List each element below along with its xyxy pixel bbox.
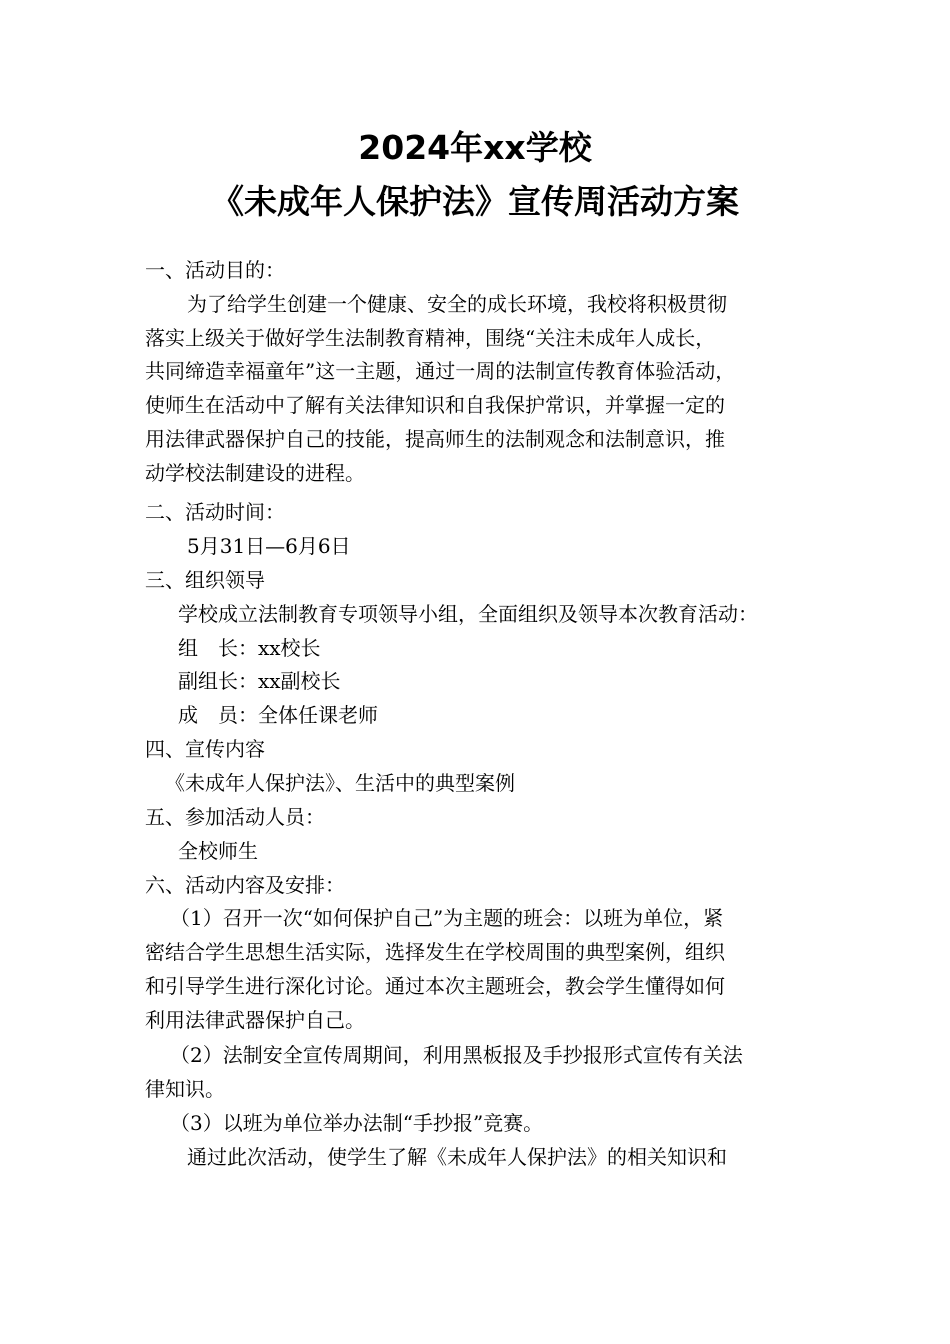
section-3-heading: 三、组织领导 <box>145 568 265 592</box>
document-title-line-1: 2024年xx学校 <box>358 128 592 167</box>
activity-item-1-line: （1）召开一次“如何保护自己”为主题的班会：以班为单位，紧 <box>170 906 724 930</box>
activity-item-2-line: 律知识。 <box>145 1077 225 1101</box>
section-1-paragraph-line: 动学校法制建设的进程。 <box>145 461 365 485</box>
section-1-paragraph-line: 为了给学生创建一个健康、安全的成长环境，我校将积极贯彻 <box>187 292 727 316</box>
activity-time: 5月31日—6月6日 <box>187 534 351 558</box>
publicity-content: 《未成年人保护法》、生活中的典型案例 <box>165 771 515 795</box>
section-1-paragraph-line: 使师生在活动中了解有关法律知识和自我保护常识，并掌握一定的 <box>145 393 725 417</box>
leader-row: 组 长：xx校长 <box>178 636 321 660</box>
section-6-heading: 六、活动内容及安排： <box>145 873 345 897</box>
activity-item-2-line: （2）法制安全宣传周期间，利用黑板报及手抄报形式宣传有关法 <box>170 1043 743 1067</box>
activity-item-1-line: 和引导学生进行深化讨论。通过本次主题班会，教会学生懂得如何 <box>145 974 725 998</box>
section-1-paragraph-line: 落实上级关于做好学生法制教育精神，围绕“关注未成年人成长， <box>145 326 716 350</box>
activity-item-3-line: （3）以班为单位举办法制“手抄报”竞赛。 <box>170 1111 544 1135</box>
section-1-paragraph-line: 共同缔造幸福童年”这一主题，通过一周的法制宣传教育体验活动， <box>145 359 736 383</box>
vice-leader-row: 副组长：xx副校长 <box>178 669 341 693</box>
section-1-paragraph-line: 用法律武器保护自己的技能，提高师生的法制观念和法制意识，推 <box>145 427 725 451</box>
section-4-heading: 四、宣传内容 <box>145 737 265 761</box>
section-2-heading: 二、活动时间： <box>145 500 285 524</box>
members-row: 成 员：全体任课老师 <box>178 703 378 727</box>
document-title-line-2: 《未成年人保护法》宣传周活动方案 <box>211 182 739 221</box>
leadership-intro: 学校成立法制教育专项领导小组，全面组织及领导本次教育活动： <box>178 602 758 626</box>
activity-item-1-line: 密结合学生思想生活实际，选择发生在学校周围的典型案例，组织 <box>145 940 725 964</box>
section-5-heading: 五、参加活动人员： <box>145 805 325 829</box>
closing-paragraph-line: 通过此次活动，使学生了解《未成年人保护法》的相关知识和 <box>187 1145 727 1169</box>
activity-item-1-line: 利用法律武器保护自己。 <box>145 1008 365 1032</box>
participants: 全校师生 <box>178 839 258 863</box>
section-1-heading: 一、活动目的： <box>145 258 285 282</box>
